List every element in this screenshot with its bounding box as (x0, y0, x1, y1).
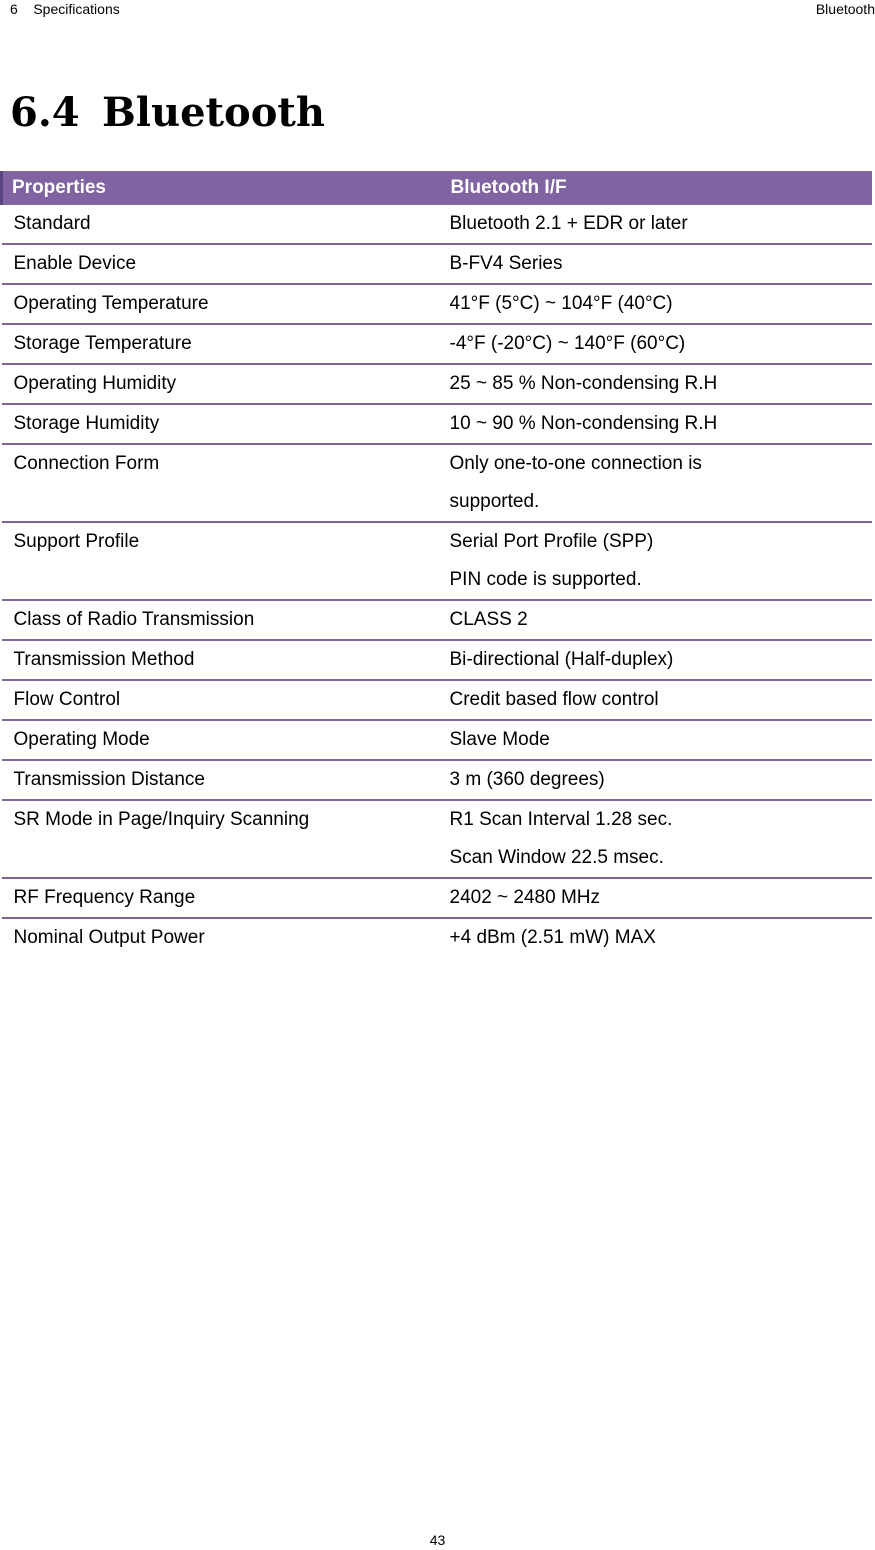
value-line: PIN code is supported. (449, 569, 642, 590)
table-row (2, 600, 872, 640)
property-cell: Nominal Output Power (13, 927, 205, 948)
property-cell: Class of Radio Transmission (2, 600, 439, 640)
value-cell (439, 324, 872, 364)
spec-table (0, 171, 872, 957)
property-cell: Storage Humidity (2, 404, 439, 444)
table-row (2, 284, 872, 324)
table-row (2, 444, 872, 522)
value-cell (439, 918, 872, 957)
value-cell (439, 800, 872, 878)
value-cell (439, 364, 872, 404)
value-cell (439, 522, 872, 600)
property-cell: SR Mode in Page/Inquiry Scanning (2, 800, 439, 878)
table-row (2, 800, 872, 878)
running-header-chapter: 6 Specifications (10, 1, 120, 17)
property-cell: Standard (2, 205, 439, 244)
value-line: supported. (449, 491, 540, 512)
running-header-section: Bluetooth (815, 1, 875, 17)
property-cell: Operating Mode (2, 720, 439, 760)
table-row (2, 324, 872, 364)
property-cell: Operating Temperature (2, 284, 439, 324)
value-line: R1 Scan Interval 1.28 sec. (449, 809, 673, 830)
value-cell (439, 760, 872, 800)
value-line: B-FV4 Series (449, 253, 563, 274)
value-cell (439, 444, 872, 522)
property-cell: RF Frequency Range (2, 878, 439, 918)
value-cell (439, 404, 872, 444)
value-line: Bluetooth 2.1 + EDR or later (449, 213, 688, 234)
value-line: Slave Mode (449, 729, 550, 750)
property-cell: Support Profile (2, 522, 439, 600)
table-row (2, 680, 872, 720)
value-cell (439, 244, 872, 284)
property-cell: Transmission Method (2, 640, 439, 680)
value-line: Scan Window 22.5 msec. (449, 847, 664, 868)
property-cell: Enable Device (2, 244, 439, 284)
value-line: CLASS 2 (449, 609, 528, 630)
column-header-bluetooth-if: Bluetooth I/F (439, 171, 872, 205)
table-row (2, 205, 872, 244)
table-row (2, 522, 872, 600)
section-title (10, 86, 325, 140)
property-cell: Storage Temperature (2, 324, 439, 364)
value-line: Serial Port Profile (SPP) (449, 531, 654, 552)
value-line: Credit based flow control (449, 689, 659, 710)
value-line: +4 dBm (2.51 mW) MAX (449, 927, 656, 948)
value-cell (439, 680, 872, 720)
value-cell (439, 640, 872, 680)
value-cell (439, 600, 872, 640)
value-line: -4°F (-20°C) ~ 140°F (60°C) (449, 333, 686, 354)
table-header-row (2, 171, 872, 205)
value-line: 3 m (360 degrees) (449, 769, 605, 790)
table-body (2, 205, 872, 957)
running-header (0, 0, 875, 20)
value-cell (439, 284, 872, 324)
page-number: 43 (429, 1532, 446, 1548)
table-row (2, 720, 872, 760)
value-line: 10 ~ 90 % Non-condensing R.H (449, 413, 718, 434)
table-row (2, 878, 872, 918)
property-cell: Connection Form (2, 444, 439, 522)
property-cell: Transmission Distance (2, 760, 439, 800)
property-cell: Flow Control (2, 680, 439, 720)
section-number: 6.4 (10, 89, 80, 136)
value-line: Bi-directional (Half-duplex) (449, 649, 674, 670)
table-row (2, 244, 872, 284)
table-row (2, 404, 872, 444)
column-header-properties: Properties (2, 171, 439, 205)
table-row (2, 364, 872, 404)
value-line: 2402 ~ 2480 MHz (449, 887, 601, 908)
property-cell: Operating Humidity (2, 364, 439, 404)
table-row (2, 918, 872, 957)
value-cell (439, 878, 872, 918)
value-line: 41°F (5°C) ~ 104°F (40°C) (449, 293, 673, 314)
table-row (2, 640, 872, 680)
table-row (2, 760, 872, 800)
value-cell (439, 205, 872, 244)
value-line: 25 ~ 85 % Non-condensing R.H (449, 373, 718, 394)
value-cell (439, 720, 872, 760)
section-title-text: Bluetooth (102, 89, 325, 136)
value-line: Only one-to-one connection is (449, 453, 702, 474)
